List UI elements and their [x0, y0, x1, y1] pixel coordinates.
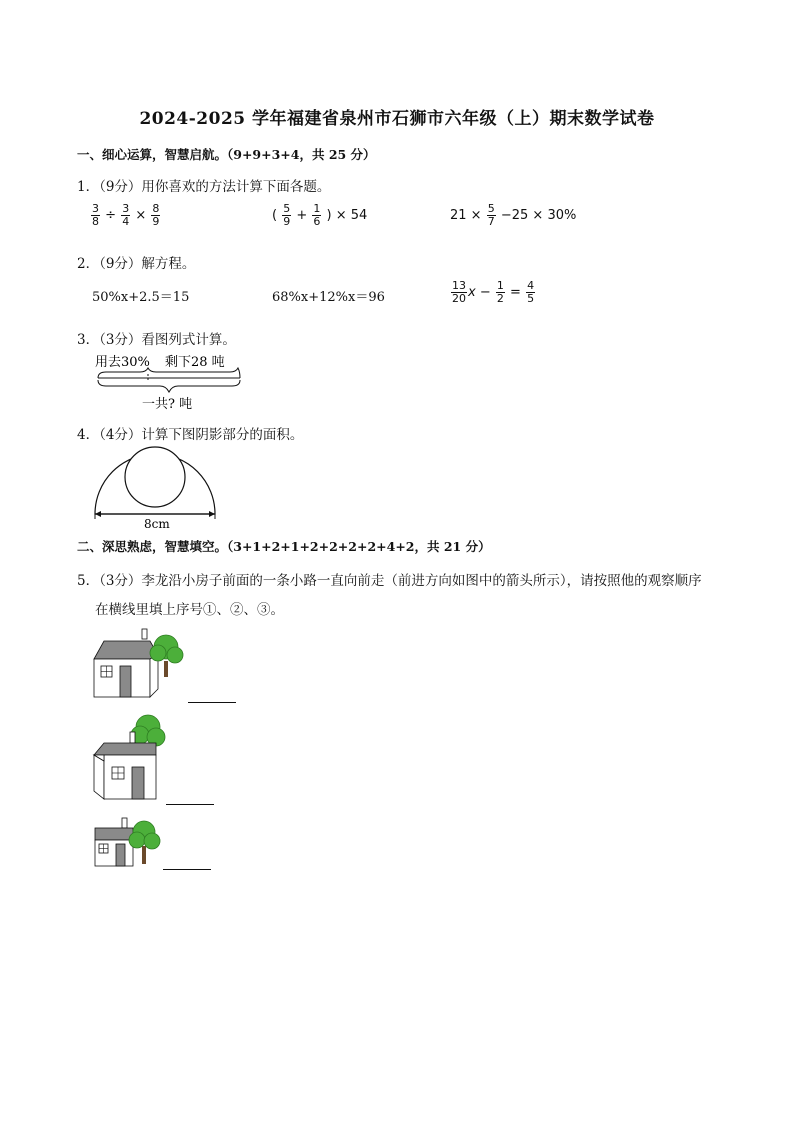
q3-diagram: [92, 350, 252, 415]
section-1-heading: 一、细心运算，智慧启航。（9+9+3+4，共 25 分）: [77, 147, 376, 162]
q1-expression-3: 21 × $\frac{5}{7}$ −25 × 30%: [450, 202, 577, 228]
q3-total-label: 一共? 吨: [142, 397, 193, 412]
answer-blank-1[interactable]: [188, 701, 236, 703]
question-3: 3．（3分）看图列式计算。: [77, 332, 236, 348]
house-picture-2: [90, 711, 170, 801]
q1-expression-1: $\frac{3}{8}$ ÷ $\frac{3}{4}$ × $\frac{8}{9}$: [92, 202, 160, 228]
question-5-line-1: 5．（3分）李龙沿小房子前面的一条小路一直向前走（前进方向如图中的箭头所示），请按照他的观察顺序: [77, 573, 702, 589]
q4-length-label: 8cm: [144, 517, 170, 531]
answer-blank-2[interactable]: [166, 803, 214, 805]
answer-blank-3[interactable]: [163, 868, 211, 870]
q4-figure: [88, 443, 224, 533]
q3-left-label: 剩下28 吨: [165, 355, 225, 370]
question-2: 2．（9分）解方程。: [77, 256, 196, 272]
q1-expression-2: ( $\frac{5}{9}$ + $\frac{1}{6}$ ) × 54: [272, 202, 368, 228]
q2-equation-1: 50%x+2.5＝15: [92, 290, 190, 305]
q2-equation-3: $\frac{13}{20}$ x − $\frac{1}{2}$ = $\frac{4}{5}$: [452, 279, 535, 305]
section-2-heading: 二、深思熟虑，智慧填空。（3+1+2+1+2+2+2+2+4+2，共 21 分）: [77, 539, 491, 554]
q3-used-label: 用去30%: [95, 355, 150, 370]
q2-equation-2: 68%x+12%x＝96: [272, 290, 385, 305]
house-picture-3: [92, 814, 164, 868]
page-title: 2024-2025 学年福建省泉州市石狮市六年级（上）期末数学试卷: [139, 109, 655, 129]
house-picture-1: [90, 627, 190, 699]
question-1: 1．（9分）用你喜欢的方法计算下面各题。: [77, 179, 331, 195]
question-5-line-2: 在横线里填上序号①、②、③。: [95, 602, 284, 618]
question-4: 4．（4分）计算下图阴影部分的面积。: [77, 427, 304, 443]
